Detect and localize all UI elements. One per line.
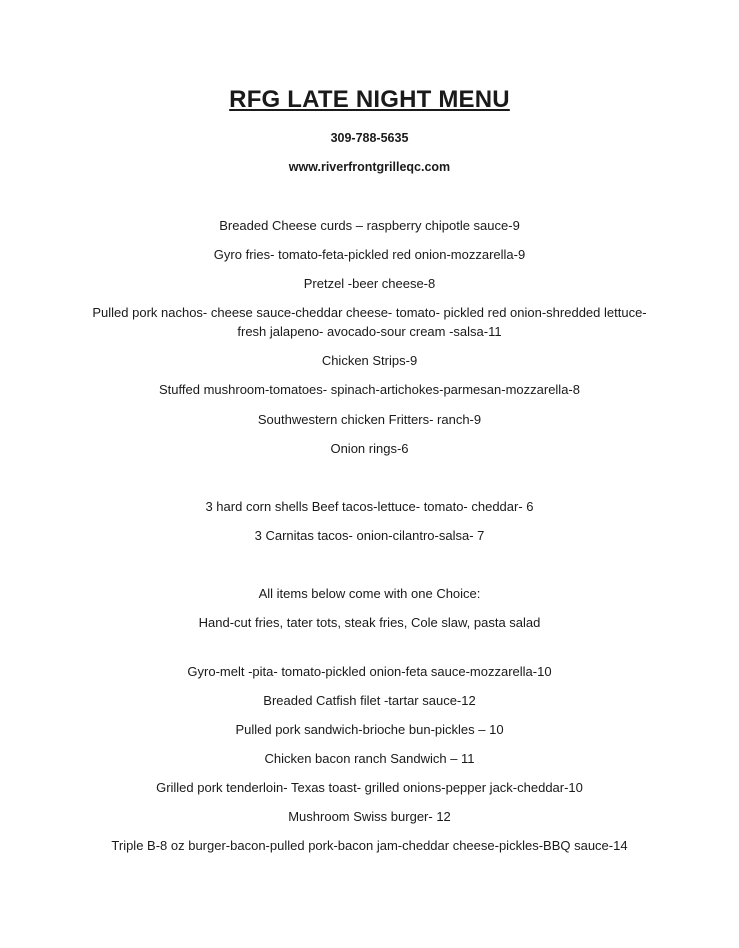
website-link[interactable]: www.riverfrontgrilleqc.com [288,160,451,174]
menu-title: RFG LATE NIGHT MENU [229,86,510,113]
menu-item-gyro-melt: Gyro-melt -pita- tomato-pickled onion-feta sauce-mozzarella-10 [187,664,552,679]
menu-item-chicken-bacon-ranch: Chicken bacon ranch Sandwich – 11 [264,751,475,766]
menu-item-chicken-fritters: Southwestern chicken Fritters- ranch-9 [257,412,482,427]
phone-number: 309-788-5635 [330,131,409,145]
menu-item-nachos-line-2: fresh jalapeno- avocado-sour cream -salsa-11 [237,324,502,339]
menu-item-gyro-fries: Gyro fries- tomato-feta-pickled red onion-mozzarella-9 [213,247,526,262]
choice-options: Hand-cut fries, tater tots, steak fries, Cole slaw, pasta salad [198,615,541,630]
menu-item-carnitas-tacos: 3 Carnitas tacos- onion-cilantro-salsa- 7 [254,528,485,543]
menu-item-stuffed-mushroom: Stuffed mushroom-tomatoes- spinach-artichokes-parmesan-mozzarella-8 [159,382,580,397]
menu-item-cheese-curds: Breaded Cheese curds – raspberry chipotle sauce-9 [219,218,520,233]
menu-item-chicken-strips: Chicken Strips-9 [321,353,418,368]
menu-item-catfish-filet: Breaded Catfish filet -tartar sauce-12 [263,693,476,708]
menu-item-pulled-pork-sandwich: Pulled pork sandwich-brioche bun-pickles – 10 [235,722,504,737]
menu-item-mushroom-swiss-burger: Mushroom Swiss burger- 12 [288,809,451,824]
menu-item-pork-tenderloin: Grilled pork tenderloin- Texas toast- grilled onions-pepper jack-cheddar-10 [156,780,583,795]
menu-item-pretzel: Pretzel -beer cheese-8 [303,276,436,291]
menu-item-beef-tacos: 3 hard corn shells Beef tacos-lettuce- tomato- cheddar- 6 [205,499,534,514]
menu-item-triple-b-burger: Triple B-8 oz burger-bacon-pulled pork-bacon jam-cheddar cheese-pickles-BBQ sauce-14 [111,838,628,853]
choice-heading: All items below come with one Choice: [258,586,481,601]
menu-item-nachos-line-1: Pulled pork nachos- cheese sauce-cheddar cheese- tomato- pickled red onion-shredded lettuce- [92,305,647,320]
menu-item-onion-rings: Onion rings-6 [330,441,409,456]
